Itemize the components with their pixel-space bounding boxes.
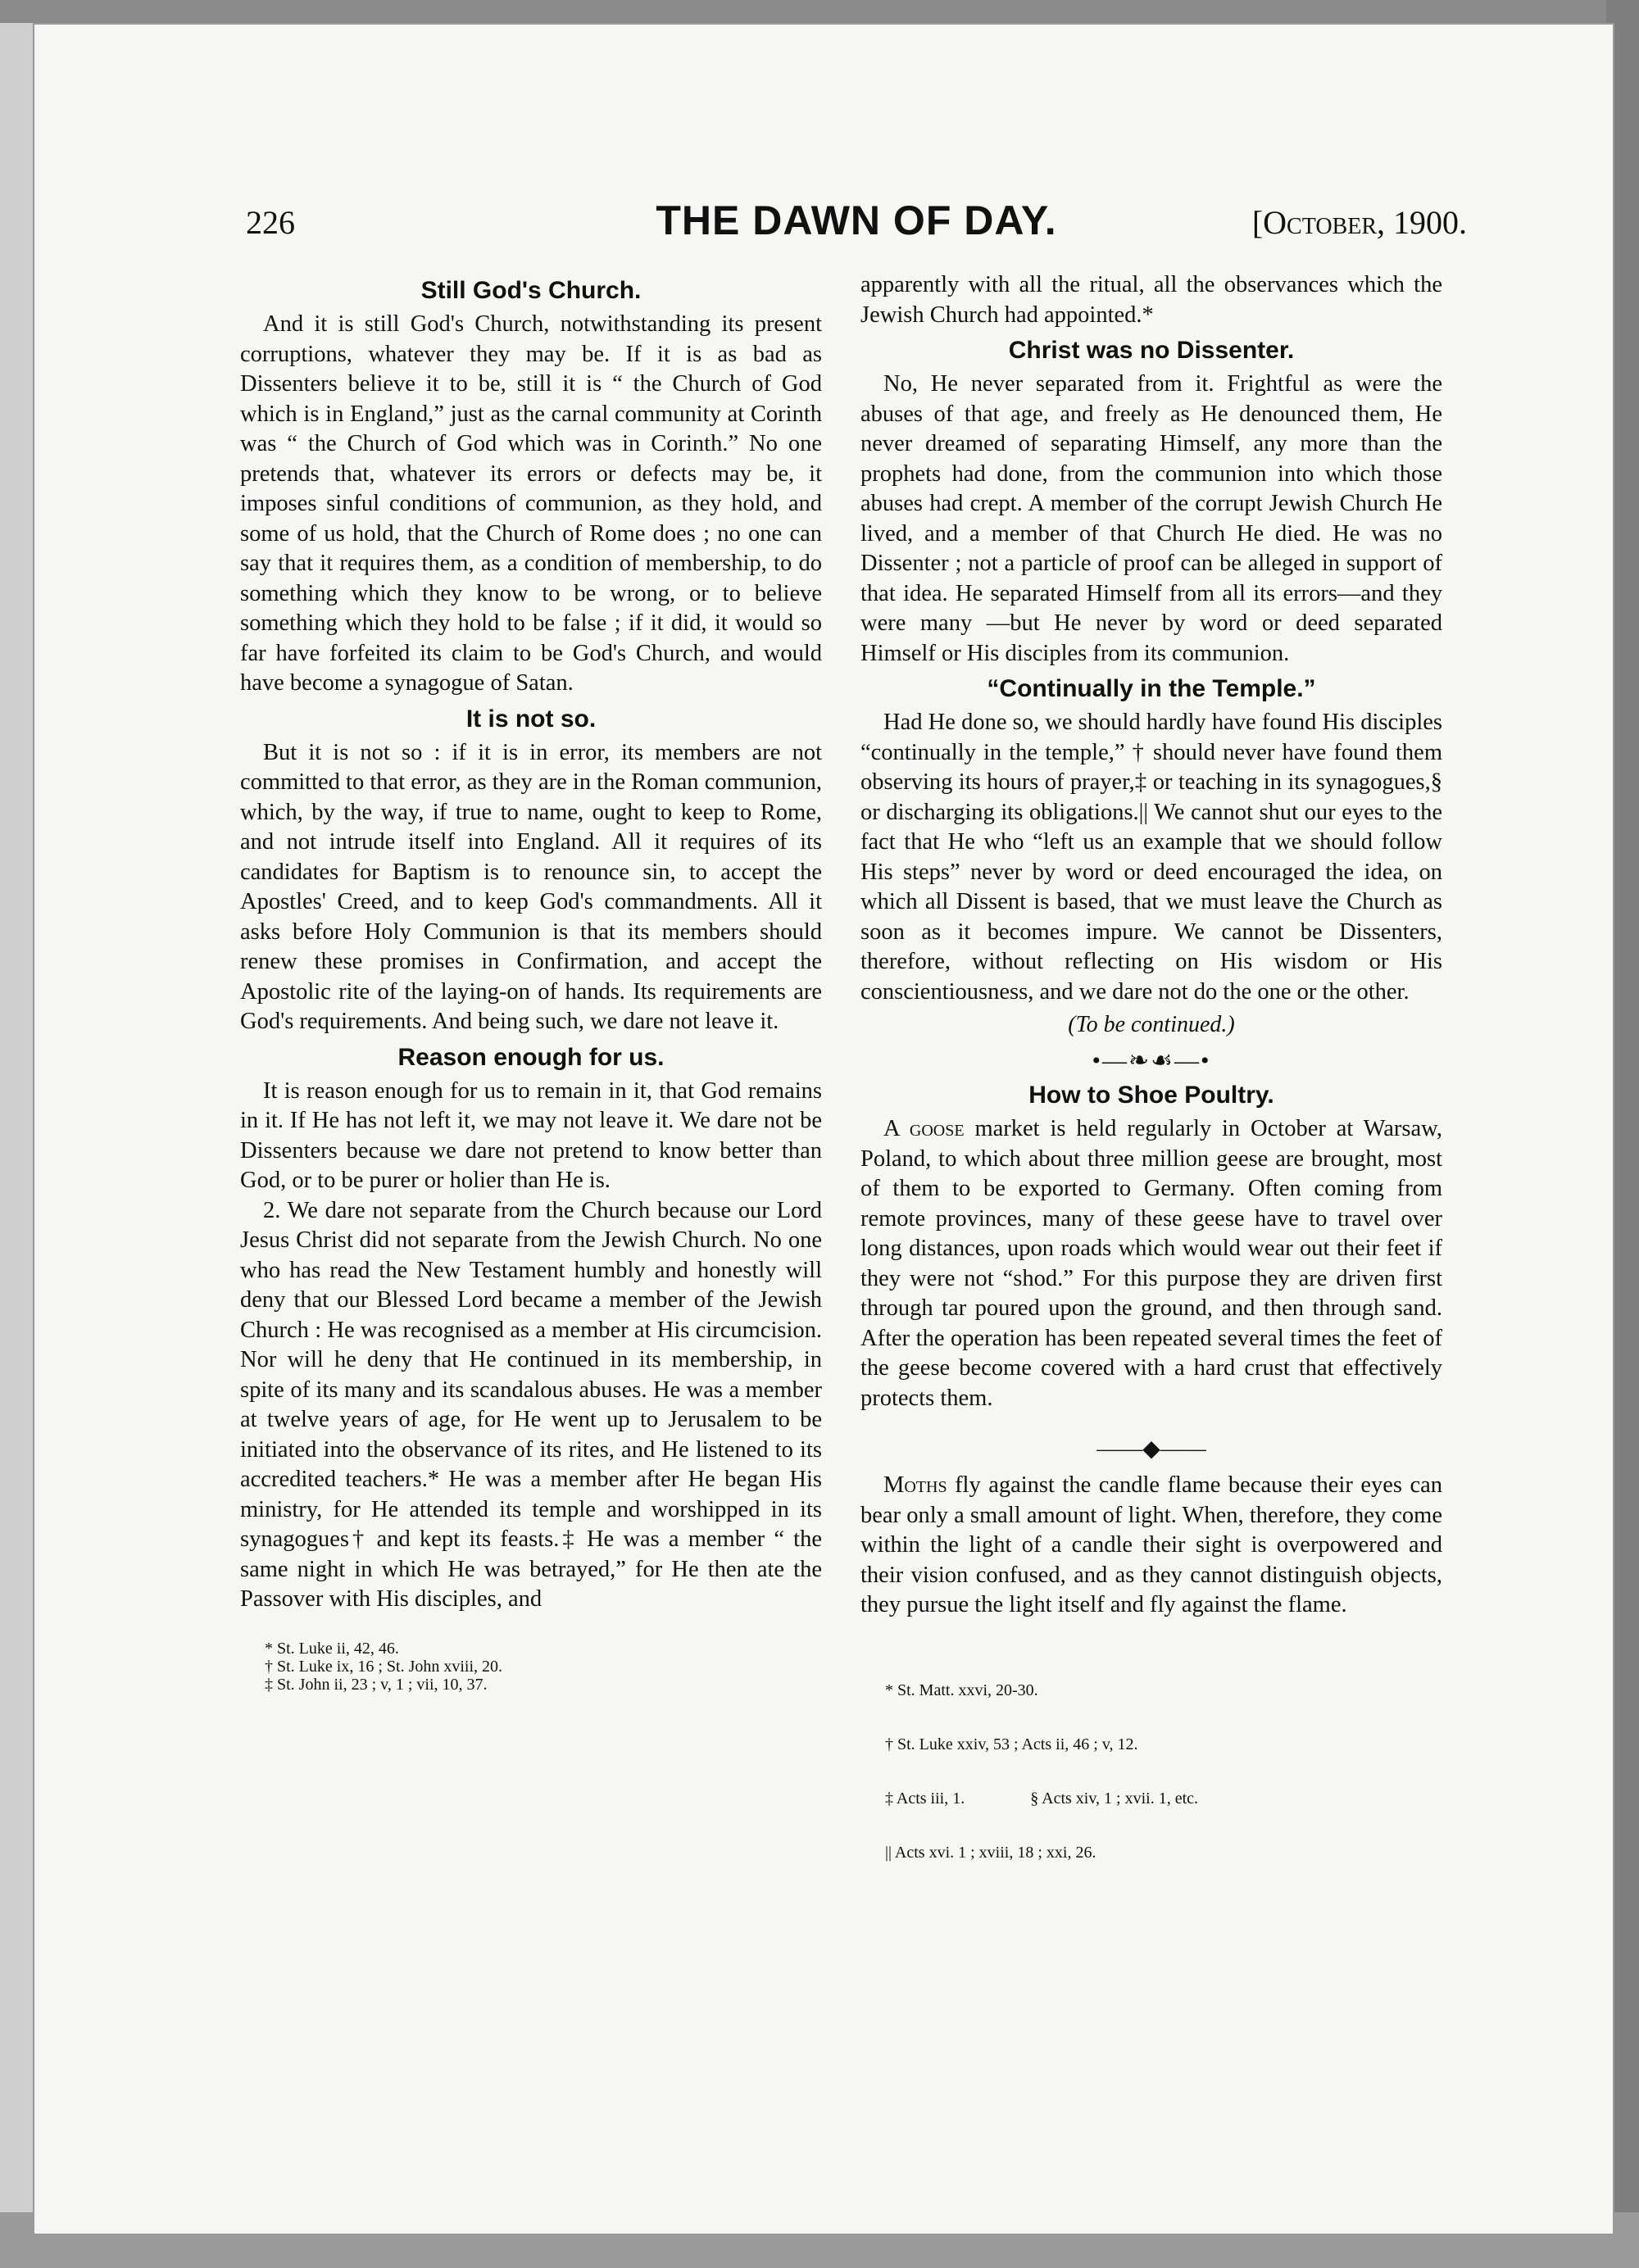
footnotes-right [860,1645,1442,1898]
paragraph: apparently with all the ritual, all the observances which the Jewish Church had appointed.* [860,272,1442,328]
footnote: || Acts xvi. 1 ; xviii, 18 ; xxi, 26. [885,1843,1096,1862]
lead-words: A goose [883,1116,965,1141]
section-title-reason-enough: Reason enough for us. [397,1043,665,1071]
paragraph: And it is still God's Church, notwithstanding its present corruptions, whatever they may be. If it is as bad as Dissenters believe it to be, still it is “ the Church of God which is in England,” just as the carnal community at Corinth was “ the Church of God which was in Corinth.” No one pretends that, whatever its errors or defects may be, it imposes sinful conditions of communion, as they hold, and some of us hold, that the Church of Rome does ; no one can say that it requires them, as a condition of membership, to do something which they know to be wrong, or to believe something which they hold to be false ; if it did, it would so far have forfeited its claim to be God's Church, and would have become a synagogue of Satan. [240,311,822,696]
paragraph: But it is not so : if it is in error, its members are not committed to that error, as they are in the Roman communion, which, by the way, if true to name, ought to keep to Rome, and not intrude itself into England. All it requires of its candidates for Baptism is to renounce sin, to accept the Apostles' Creed, and to keep God's commandments. All it asks before Holy Communion is that its members should renew these promises in Confirmation, and accept the Apostolic rite of the laying-on of hands. Its requirements are God's requirements. And being such, we dare not leave it. [240,739,822,1034]
rule-divider: ——◆—— [1096,1436,1206,1462]
paragraph-text: fly against the candle flame because their eyes can bear only a small amount of light. When, therefore, they come within the light of a candle their sight is overpowered and their vision confused, and as they cannot distinguish objects, they pursue the light itself and fly against the flame. [860,1472,1442,1617]
section-title-still-gods-church: Still God's Church. [420,277,642,304]
journal-title: THE DAWN OF DAY. [656,197,1057,243]
ornament-divider: •—❧☙—• [1092,1047,1211,1074]
footnote: † St. Luke ix, 16 ; St. John xviii, 20. [265,1657,503,1676]
paragraph: No, He never separated from it. Frightful as were the abuses of that age, and freely as He denounced them, He never dreamed of separating Himself, any more than the prophets had done, from the communion into which those abuses had crept. A member of the corrupt Jewish Church He lived, and a member of that Church He died. He was no Dissenter ; not a particle of proof can be alleged in support of that idea. He separated Himself from all its errors—and they were many —but He never by word or deed separated Himself or His disciples from its communion. [860,371,1442,666]
footnotes-left [240,1640,822,1694]
section-title-christ-no-dissenter: Christ was no Dissenter. [1008,337,1295,364]
issue-date: [October, 1900. [1251,204,1467,241]
footnote: † St. Luke xxiv, 53 ; Acts ii, 46 ; v, 12. [885,1735,1138,1753]
section-title-shoe-poultry: How to Shoe Poultry. [1028,1082,1274,1109]
lead-words: Moths [883,1472,947,1498]
paragraph: It is reason enough for us to remain in it, that God remains in it. If He has not left it, we may not leave it. We dare not be Dissenters because we dare not pretend to know better than God, or to be purer or holier than He is. [240,1077,822,1193]
footnote: ‡ Acts iii, 1. § Acts xiv, 1 ; xvii. 1, etc. [885,1789,1199,1808]
to-be-continued: (To be continued.) [1068,1012,1235,1037]
section-title-it-is-not-so: It is not so. [465,705,597,733]
page-number: 226 [246,204,295,241]
paragraph [860,1471,1442,1621]
paragraph: Had He done so, we should hardly have found His disciples “continually in the temple,” † should never have found them observing its hours of prayer,‡ or teaching in its synagogues,§ or discharging its obligations.|| We cannot shut our eyes to the fact that He who “left us an example that we should follow His steps” never by word or deed encouraged the idea, on which all Dissent is based, that we must leave the Church as soon as it becomes impure. We cannot be Dissenters, therefore, without reflecting on His wisdom or His conscientiousness, and we dare not do the one or the other. [860,710,1442,1005]
paragraph: 2. We dare not separate from the Church because our Lord Jesus Christ did not separate from the Jewish Church. No one who has read the New Testament humbly and honestly will deny that our Blessed Lord became a member of the Jewish Church : He was recognised as a member at His circumcision. Nor will he deny that He continued in its membership, in spite of its many and its scandalous abuses. He was a member at twelve years of age, for He went up to Jerusalem to be initiated into the observance of its rites, and He listened to its accredited teachers.* He was a member after He began His ministry, for He attended its temple and worshipped in its synagogues† and kept its feasts.‡ He was a member “ the same night in which He was betrayed,” for He then ate the Passover with His disciples, and [240,1197,822,1612]
section-title-continually-in-temple: “Continually in the Temple.” [987,675,1316,702]
page-header [246,197,1467,254]
footnote: * St. Matt. xxvi, 20-30. [885,1681,1038,1699]
paragraph-text: market is held regularly in October at Warsaw, Poland, to which about three million geese are brought, most of them to be exported to Germany. Often coming from remote provinces, many of these geese have to travel over long distances, upon roads which would wear out their feet if they were not “shod.” For this purpose they are driven first through tar poured upon the ground, and then through sand. After the operation has been repeated several times the feet of the geese become covered with a hard crust that effectively protects them. [860,1116,1442,1411]
right-column [860,270,1442,1898]
scan-top-edge [0,0,1639,23]
footnote: * St. Luke ii, 42, 46. [265,1639,399,1658]
footnote: ‡ St. John ii, 23 ; v, 1 ; vii, 10, 37. [265,1675,488,1694]
left-column [240,270,822,1694]
paragraph [860,1114,1442,1413]
